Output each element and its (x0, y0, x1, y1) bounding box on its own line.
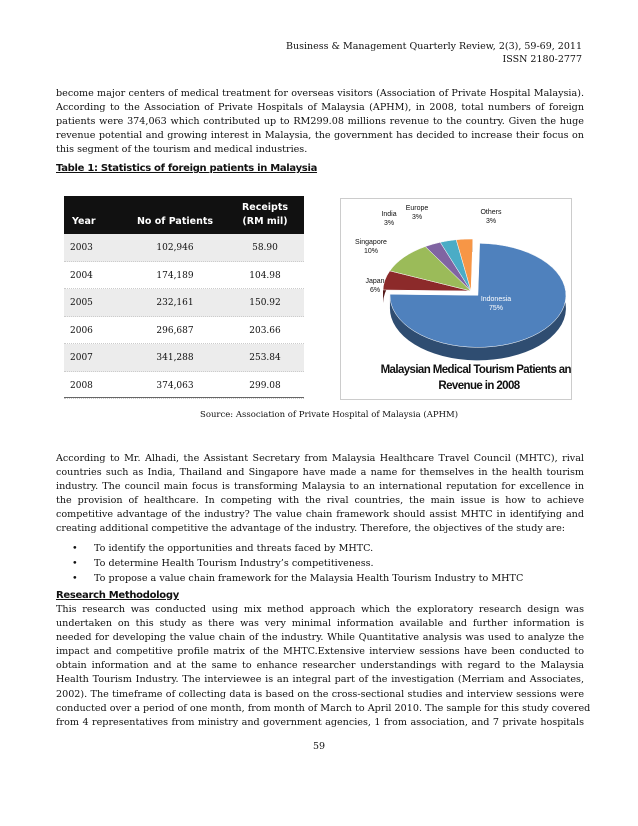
pie-value-others: 3% (485, 218, 497, 225)
text-line: revenue potential and growing interest in Malaysia, the government has decided to increase their focus on (56, 130, 584, 142)
text-line: According to Mr. Alhadi, the Assistant Secretary from Malaysia Healthcare Travel Council (MHTC), rival (56, 453, 584, 464)
body-paragraph (56, 452, 584, 537)
cell-receipts: 104.98 (249, 270, 281, 281)
text-line: 2002). The timeframe of collecting data is based on the cross-sectional studies and interview sessions were (56, 688, 584, 700)
cell-year: 2008 (70, 380, 93, 391)
section-heading: Research Methodology (56, 590, 179, 601)
cell-patients: 341,288 (156, 353, 194, 363)
cell-receipts: 150.92 (249, 298, 281, 308)
pie-label-japan: Japan (365, 278, 385, 285)
table-row (64, 234, 304, 262)
pie-label-singapore: Singapore (355, 239, 387, 246)
text-line: become major centers of medical treatment for overseas visitors (Association of Private Hospital Malaysia). (56, 88, 584, 99)
patients-table (64, 196, 304, 399)
text-line: needed for developing the value chain of the industry. While Quantitative analysis was used to analyze the (56, 632, 584, 644)
text-line: According to the Association of Private Hospitals of Malaysia (APHM), in 2008, total numbers of foreign (56, 102, 584, 114)
list-item: • To propose a value chain framework for the Malaysia Health Tourism Industry to MHTC (72, 571, 523, 586)
text-line: conducted over a period of one month, from month of March to April 2010. The sample for this study covered (56, 702, 591, 714)
table-row (64, 372, 304, 400)
text-line: from 4 representatives from ministry and government agencies, 1 from association, and 7 private hospitals (56, 716, 584, 728)
table-row (64, 262, 304, 290)
cell-year: 2005 (70, 298, 93, 308)
list-item: • To identify the opportunities and threats faced by MHTC. (72, 541, 523, 556)
header-receipts: Receipts (241, 202, 289, 213)
text-line: countries such as India, Thailand and Singapore have made a name for themselves in the health tourism (56, 467, 584, 479)
issn: ISSN 2180-2777 (502, 54, 582, 65)
header-patients: No of Patients (136, 216, 214, 227)
pie-value-europe: 3% (411, 214, 423, 221)
cell-patients: 174,189 (156, 270, 194, 281)
text-line: competitive advantage of the industry? The value chain framework should assist MHTC in identifying and (56, 509, 584, 521)
pie-chart-canvas (341, 199, 571, 399)
text-line: the provision of healthcare. In competing with the rival countries, the main issue is how to achieve (56, 495, 584, 507)
table-row (64, 344, 304, 372)
pie-label-india: India (381, 211, 397, 218)
pie-label-others: Others (480, 209, 502, 216)
chart-title-line-1: Malaysian Medical Tourism Patients and (380, 364, 571, 376)
pie-value-singapore: 10% (363, 248, 379, 255)
cell-patients: 102,946 (156, 243, 194, 253)
cell-patients: 232,161 (156, 298, 194, 308)
text-line: creating additional competitive the advantage of the industry. Therefore, the objectives of the study are: (56, 523, 566, 535)
pie-label-indonesia: Indonesia (480, 296, 512, 303)
table-source: Source: Association of Private Hospital of Malaysia (APHM) (200, 410, 459, 420)
text-line: obtain information and at the same to enhance researcher understandings with regard to the Malaysia (56, 660, 584, 672)
intro-paragraph (56, 87, 584, 157)
cell-receipts: 58.90 (252, 243, 278, 253)
table-caption: Table 1: Statistics of foreign patients in Malaysia (56, 163, 318, 174)
text-line: This research was conducted using mix method approach which the exploratory research design was (56, 604, 584, 615)
running-header (286, 40, 582, 66)
text-line: patients were 374,063 which contributed up to RM299.08 millions revenue to the country. Given the huge (56, 116, 584, 128)
cell-year: 2004 (70, 270, 93, 281)
cell-receipts: 203.66 (249, 325, 281, 336)
objectives-list (72, 541, 523, 586)
table-row (64, 289, 304, 317)
cell-year: 2003 (70, 243, 93, 253)
pie-label-europe: Europe (405, 205, 429, 212)
table-header (64, 196, 304, 234)
journal-citation: Business & Management Quarterly Review, 2(3), 59-69, 2011 (286, 41, 582, 52)
cell-receipts: 299.08 (249, 380, 281, 391)
cell-patients: 296,687 (156, 325, 194, 336)
text-line: this segment of the tourism and medical industries. (56, 144, 308, 156)
header-receipts-unit: (RM mil) (242, 216, 288, 227)
text-line: impact and competitive profile matrix of the MHTC.Extensive interview sessions have been conducted to (56, 646, 584, 658)
chart-title-line-2: Revenue in 2008 (438, 380, 520, 392)
page-number: 59 (312, 741, 326, 752)
list-item: • To determine Health Tourism Industry’s competitiveness. (72, 556, 523, 571)
cell-patients: 374,063 (156, 380, 194, 391)
table-row (64, 317, 304, 345)
cell-year: 2006 (70, 325, 93, 336)
pie-value-japan: 6% (369, 287, 381, 294)
header-year: Year (72, 216, 96, 227)
cell-year: 2007 (70, 353, 93, 363)
text-line: undertaken on this study as there was very minimal information available and further information is (56, 618, 584, 630)
pie-value-india: 3% (383, 220, 395, 227)
table-bottom-rule (64, 397, 304, 398)
cell-receipts: 253.84 (249, 353, 281, 363)
text-line: industry. The council main focus is transforming Malaysia to an international reputation for excellence in (56, 481, 584, 493)
methodology-paragraph (56, 603, 591, 730)
text-line: Health Tourism Industry. The interviewee is an integral part of the investigation (Merriam and Associates, (56, 674, 584, 686)
pie-chart (340, 198, 572, 400)
pie-value-indonesia: 75% (488, 305, 504, 312)
